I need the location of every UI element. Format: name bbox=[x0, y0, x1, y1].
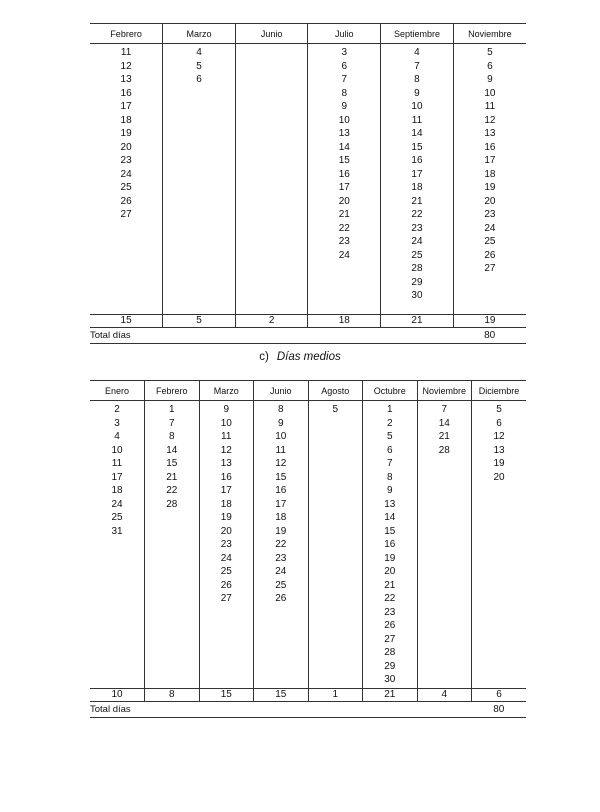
day-number: 14 bbox=[384, 512, 396, 523]
day-number: 17 bbox=[111, 471, 123, 483]
day-number: 10 bbox=[220, 417, 232, 429]
section-letter: c) bbox=[259, 351, 269, 363]
day-number: 27 bbox=[220, 593, 232, 604]
day-number: 22 bbox=[384, 593, 396, 604]
month-header: Enero bbox=[90, 381, 145, 401]
day-column bbox=[145, 401, 200, 689]
day-number: 24 bbox=[338, 249, 350, 261]
day-number: 7 bbox=[414, 60, 420, 72]
day-number: 8 bbox=[414, 74, 420, 85]
day-number: 6 bbox=[487, 60, 493, 72]
day-number: 11 bbox=[120, 47, 132, 58]
month-header: Junio bbox=[254, 381, 309, 401]
month-total: 21 bbox=[381, 315, 454, 328]
month-total: 21 bbox=[363, 689, 418, 702]
day-number: 26 bbox=[220, 579, 232, 591]
day-number: 19 bbox=[384, 552, 396, 564]
day-number: 18 bbox=[111, 485, 123, 496]
day-number: 18 bbox=[220, 498, 232, 510]
day-number: 1 bbox=[168, 404, 175, 415]
day-number: 18 bbox=[275, 512, 287, 523]
month-header: Noviembre bbox=[453, 24, 526, 44]
day-number: 23 bbox=[411, 222, 423, 234]
day-number: 23 bbox=[384, 606, 396, 618]
day-number: 17 bbox=[411, 168, 423, 180]
day-number: 17 bbox=[275, 498, 287, 510]
day-number: 24 bbox=[120, 168, 132, 180]
day-number: 4 bbox=[114, 431, 120, 442]
day-number: 15 bbox=[338, 155, 350, 166]
month-header: Agosto bbox=[308, 381, 363, 401]
day-number: 8 bbox=[168, 431, 175, 442]
day-number: 12 bbox=[120, 60, 132, 72]
day-number: 15 bbox=[275, 471, 287, 483]
day-number: 23 bbox=[120, 155, 132, 166]
section-heading: Días medios bbox=[276, 351, 341, 363]
day-number: 16 bbox=[484, 141, 496, 153]
month-header: Octubre bbox=[363, 381, 418, 401]
day-number: 1 bbox=[386, 404, 393, 415]
day-number: 27 bbox=[484, 263, 496, 274]
day-number: 24 bbox=[275, 566, 287, 577]
day-number: 24 bbox=[484, 222, 496, 234]
day-number: 5 bbox=[332, 404, 339, 415]
day-number: 9 bbox=[487, 74, 493, 85]
day-number: 30 bbox=[411, 290, 423, 301]
month-total: 6 bbox=[472, 689, 527, 702]
day-number: 25 bbox=[111, 512, 123, 523]
day-number: 30 bbox=[384, 674, 396, 685]
day-number: 14 bbox=[438, 417, 450, 429]
day-number: 19 bbox=[120, 128, 132, 139]
day-number: 27 bbox=[384, 633, 396, 645]
day-number: 23 bbox=[275, 552, 287, 564]
calendar-table-bottom bbox=[90, 380, 526, 718]
day-number: 12 bbox=[220, 444, 232, 456]
day-number: 5 bbox=[487, 47, 493, 58]
day-number: 14 bbox=[166, 444, 178, 456]
day-column bbox=[235, 44, 308, 315]
day-number: 15 bbox=[166, 458, 178, 469]
day-number: 15 bbox=[384, 525, 396, 537]
day-column bbox=[308, 44, 381, 315]
month-total: 2 bbox=[235, 315, 308, 328]
day-number: 28 bbox=[384, 647, 396, 658]
month-header: Septiembre bbox=[381, 24, 454, 44]
day-number: 5 bbox=[386, 431, 393, 442]
day-number: 14 bbox=[411, 128, 423, 139]
day-number: 10 bbox=[484, 87, 496, 99]
day-number: 5 bbox=[496, 404, 502, 415]
month-total: 5 bbox=[163, 315, 236, 328]
section-title bbox=[0, 351, 600, 363]
day-number: 7 bbox=[386, 458, 393, 469]
day-number: 5 bbox=[196, 60, 202, 72]
month-total: 15 bbox=[199, 689, 254, 702]
day-number: 12 bbox=[275, 458, 287, 469]
day-number: 6 bbox=[341, 60, 348, 72]
day-column bbox=[199, 401, 254, 689]
day-number: 8 bbox=[386, 471, 393, 483]
month-header: Marzo bbox=[199, 381, 254, 401]
day-number: 8 bbox=[277, 404, 284, 415]
day-number: 15 bbox=[411, 141, 423, 153]
day-number: 26 bbox=[384, 620, 396, 631]
day-number: 4 bbox=[414, 47, 420, 58]
day-number: 28 bbox=[166, 498, 178, 510]
day-number: 13 bbox=[338, 128, 350, 139]
day-number: 3 bbox=[341, 47, 348, 58]
day-number: 13 bbox=[484, 128, 496, 139]
day-number: 22 bbox=[411, 209, 423, 220]
day-number: 16 bbox=[384, 539, 396, 550]
day-column bbox=[453, 44, 526, 315]
day-number: 9 bbox=[386, 485, 393, 496]
day-number: 10 bbox=[275, 431, 287, 442]
day-number: 18 bbox=[411, 182, 423, 193]
day-number: 23 bbox=[338, 236, 350, 247]
day-number: 9 bbox=[277, 417, 284, 429]
day-column bbox=[254, 401, 309, 689]
day-number: 20 bbox=[120, 141, 132, 153]
day-number: 8 bbox=[341, 87, 348, 99]
day-number: 13 bbox=[120, 74, 132, 85]
day-number: 31 bbox=[111, 525, 123, 537]
day-number: 26 bbox=[275, 593, 287, 604]
day-number: 16 bbox=[338, 168, 350, 180]
day-number: 23 bbox=[484, 209, 496, 220]
day-number: 6 bbox=[386, 444, 393, 456]
day-number: 23 bbox=[220, 539, 232, 550]
day-number: 25 bbox=[411, 249, 423, 261]
day-number: 25 bbox=[220, 566, 232, 577]
day-number: 11 bbox=[411, 114, 423, 126]
day-number: 22 bbox=[338, 222, 350, 234]
calendar-table-top bbox=[90, 23, 526, 344]
month-total: 15 bbox=[90, 315, 163, 328]
day-number: 20 bbox=[338, 195, 350, 207]
day-number: 10 bbox=[411, 101, 423, 112]
day-number: 13 bbox=[493, 444, 505, 456]
day-number: 28 bbox=[438, 444, 450, 456]
day-number: 26 bbox=[484, 249, 496, 261]
total-days-value: 80 bbox=[453, 328, 526, 344]
day-number: 24 bbox=[220, 552, 232, 564]
day-number: 16 bbox=[120, 87, 132, 99]
day-number: 29 bbox=[384, 660, 396, 672]
day-number: 17 bbox=[220, 485, 232, 496]
day-number: 27 bbox=[120, 209, 132, 220]
day-number: 21 bbox=[384, 579, 396, 591]
day-number: 16 bbox=[275, 485, 287, 496]
day-number: 19 bbox=[493, 458, 505, 469]
day-number: 21 bbox=[438, 431, 450, 442]
day-number: 20 bbox=[384, 566, 396, 577]
day-column bbox=[472, 401, 527, 689]
day-number: 18 bbox=[120, 114, 132, 126]
month-header: Noviembre bbox=[417, 381, 472, 401]
day-number: 20 bbox=[220, 525, 232, 537]
day-number: 2 bbox=[386, 417, 393, 429]
total-days-value: 80 bbox=[472, 702, 527, 718]
day-number: 7 bbox=[441, 404, 448, 415]
day-number: 17 bbox=[120, 101, 132, 112]
day-number: 2 bbox=[114, 404, 120, 415]
day-number: 19 bbox=[275, 525, 287, 537]
day-number: 10 bbox=[338, 114, 350, 126]
day-number: 17 bbox=[484, 155, 496, 166]
month-total: 18 bbox=[308, 315, 381, 328]
month-total: 1 bbox=[308, 689, 363, 702]
month-header: Diciembre bbox=[472, 381, 527, 401]
day-number: 20 bbox=[493, 471, 505, 483]
day-number: 9 bbox=[414, 87, 420, 99]
day-column bbox=[90, 44, 163, 315]
day-column bbox=[381, 44, 454, 315]
day-number: 14 bbox=[338, 141, 350, 153]
day-number: 25 bbox=[120, 182, 132, 193]
day-column bbox=[308, 401, 363, 689]
day-number: 9 bbox=[223, 404, 230, 415]
day-number: 21 bbox=[411, 195, 423, 207]
month-header: Junio bbox=[235, 24, 308, 44]
day-number: 7 bbox=[341, 74, 348, 85]
month-header: Julio bbox=[308, 24, 381, 44]
total-days-label: Total días bbox=[90, 328, 453, 344]
day-column bbox=[363, 401, 418, 689]
day-number: 12 bbox=[493, 431, 505, 442]
day-number: 4 bbox=[196, 47, 202, 58]
day-number: 7 bbox=[168, 417, 175, 429]
day-number: 18 bbox=[484, 168, 496, 180]
month-total: 19 bbox=[453, 315, 526, 328]
month-total: 15 bbox=[254, 689, 309, 702]
day-number: 19 bbox=[484, 182, 496, 193]
day-number: 13 bbox=[220, 458, 232, 469]
day-number: 16 bbox=[411, 155, 423, 166]
day-number: 13 bbox=[384, 498, 396, 510]
day-number: 21 bbox=[338, 209, 350, 220]
day-number: 25 bbox=[275, 579, 287, 591]
day-number: 22 bbox=[166, 485, 178, 496]
day-number: 16 bbox=[220, 471, 232, 483]
day-number: 9 bbox=[341, 101, 348, 112]
day-number: 19 bbox=[220, 512, 232, 523]
day-number: 11 bbox=[111, 458, 123, 469]
month-total: 4 bbox=[417, 689, 472, 702]
day-number: 28 bbox=[411, 263, 423, 274]
day-column bbox=[90, 401, 145, 689]
day-number: 3 bbox=[114, 417, 120, 429]
month-header: Febrero bbox=[145, 381, 200, 401]
day-number: 11 bbox=[221, 431, 232, 442]
total-days-label: Total días bbox=[90, 702, 472, 718]
day-number: 24 bbox=[111, 498, 123, 510]
month-header: Marzo bbox=[163, 24, 236, 44]
day-number: 26 bbox=[120, 195, 132, 207]
day-number: 29 bbox=[411, 276, 423, 288]
day-column bbox=[163, 44, 236, 315]
day-number: 22 bbox=[275, 539, 287, 550]
day-number: 6 bbox=[196, 74, 202, 85]
day-column bbox=[417, 401, 472, 689]
month-header: Febrero bbox=[90, 24, 163, 44]
day-number: 11 bbox=[484, 101, 496, 112]
day-number: 12 bbox=[484, 114, 496, 126]
day-number: 17 bbox=[338, 182, 350, 193]
day-number: 11 bbox=[275, 444, 286, 456]
day-number: 21 bbox=[166, 471, 178, 483]
day-number: 24 bbox=[411, 236, 423, 247]
month-total: 8 bbox=[145, 689, 200, 702]
month-total: 10 bbox=[90, 689, 145, 702]
day-number: 25 bbox=[484, 236, 496, 247]
day-number: 6 bbox=[496, 417, 502, 429]
day-number: 20 bbox=[484, 195, 496, 207]
day-number: 10 bbox=[111, 444, 123, 456]
